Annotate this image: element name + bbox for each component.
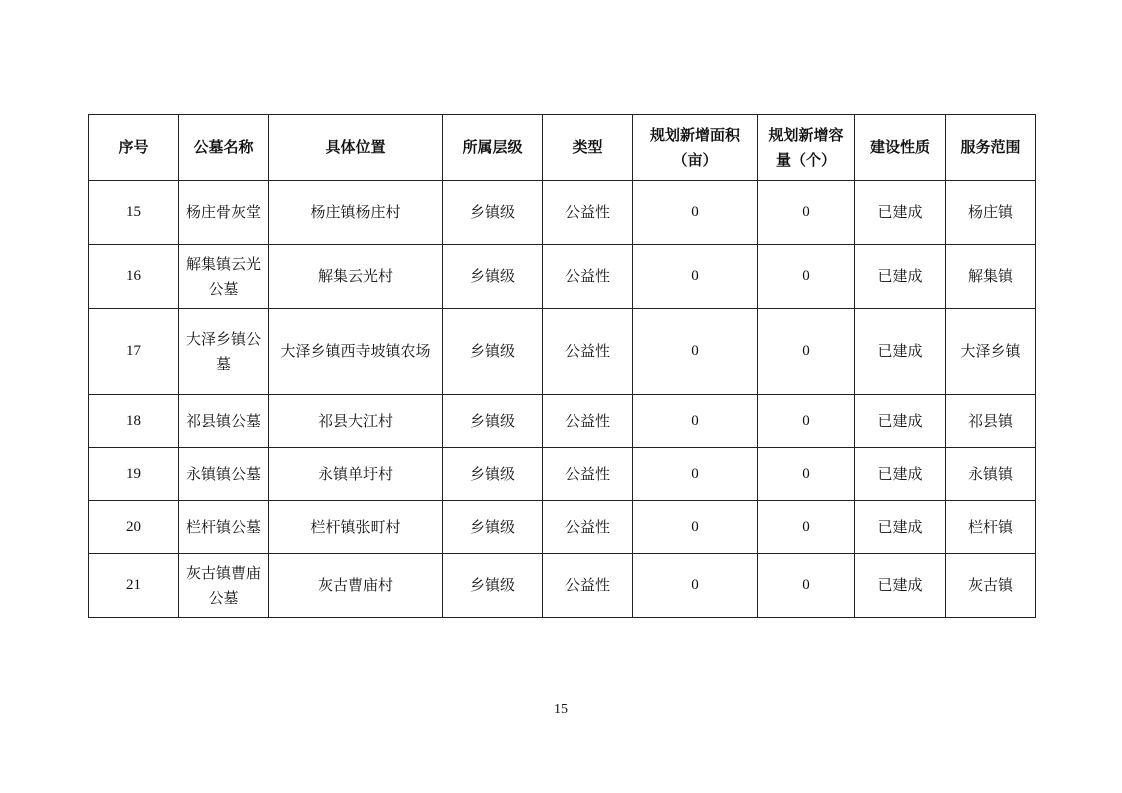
cell-index: 21 bbox=[89, 554, 179, 618]
header-cell-new-capacity: 规划新增容量（个） bbox=[758, 115, 855, 181]
cell-new-capacity: 0 bbox=[758, 245, 855, 309]
cell-level: 乡镇级 bbox=[443, 448, 543, 501]
header-cell-service-area: 服务范围 bbox=[946, 115, 1036, 181]
cell-new-capacity: 0 bbox=[758, 554, 855, 618]
table-row bbox=[89, 245, 1036, 309]
cell-level: 乡镇级 bbox=[443, 501, 543, 554]
cell-service-area: 永镇镇 bbox=[946, 448, 1036, 501]
cell-service-area: 栏杆镇 bbox=[946, 501, 1036, 554]
cell-location: 解集云光村 bbox=[269, 245, 443, 309]
cell-new-capacity: 0 bbox=[758, 395, 855, 448]
table-row bbox=[89, 501, 1036, 554]
cell-construction: 已建成 bbox=[855, 309, 946, 395]
cell-type: 公益性 bbox=[543, 309, 633, 395]
page-number: 15 bbox=[554, 702, 568, 717]
cell-new-capacity: 0 bbox=[758, 181, 855, 245]
cell-type: 公益性 bbox=[543, 395, 633, 448]
cell-service-area: 灰古镇 bbox=[946, 554, 1036, 618]
cell-new-area: 0 bbox=[633, 448, 758, 501]
cell-index: 18 bbox=[89, 395, 179, 448]
cell-index: 17 bbox=[89, 309, 179, 395]
cell-name: 祁县镇公墓 bbox=[179, 395, 269, 448]
cell-name: 杨庄骨灰堂 bbox=[179, 181, 269, 245]
cell-construction: 已建成 bbox=[855, 245, 946, 309]
table-row bbox=[89, 448, 1036, 501]
cell-location: 大泽乡镇西寺坡镇农场 bbox=[269, 309, 443, 395]
cell-construction: 已建成 bbox=[855, 181, 946, 245]
cell-index: 15 bbox=[89, 181, 179, 245]
cell-location: 祁县大江村 bbox=[269, 395, 443, 448]
cell-new-capacity: 0 bbox=[758, 501, 855, 554]
cell-location: 杨庄镇杨庄村 bbox=[269, 181, 443, 245]
cell-service-area: 大泽乡镇 bbox=[946, 309, 1036, 395]
cell-type: 公益性 bbox=[543, 245, 633, 309]
header-cell-index: 序号 bbox=[89, 115, 179, 181]
cell-index: 20 bbox=[89, 501, 179, 554]
cell-new-area: 0 bbox=[633, 245, 758, 309]
cell-construction: 已建成 bbox=[855, 554, 946, 618]
cell-new-area: 0 bbox=[633, 501, 758, 554]
header-cell-new-area: 规划新增面积（亩） bbox=[633, 115, 758, 181]
header-cell-level: 所属层级 bbox=[443, 115, 543, 181]
cell-new-area: 0 bbox=[633, 181, 758, 245]
cell-service-area: 祁县镇 bbox=[946, 395, 1036, 448]
cell-name: 灰古镇曹庙公墓 bbox=[179, 554, 269, 618]
table-row bbox=[89, 395, 1036, 448]
cell-name: 栏杆镇公墓 bbox=[179, 501, 269, 554]
cell-construction: 已建成 bbox=[855, 501, 946, 554]
cell-new-area: 0 bbox=[633, 554, 758, 618]
cell-name: 永镇镇公墓 bbox=[179, 448, 269, 501]
cell-index: 19 bbox=[89, 448, 179, 501]
table-row bbox=[89, 554, 1036, 618]
header-cell-name: 公墓名称 bbox=[179, 115, 269, 181]
cell-service-area: 杨庄镇 bbox=[946, 181, 1036, 245]
header-cell-construction: 建设性质 bbox=[855, 115, 946, 181]
cell-level: 乡镇级 bbox=[443, 395, 543, 448]
cell-level: 乡镇级 bbox=[443, 181, 543, 245]
cell-location: 永镇单圩村 bbox=[269, 448, 443, 501]
cell-location: 栏杆镇张町村 bbox=[269, 501, 443, 554]
header-cell-type: 类型 bbox=[543, 115, 633, 181]
cell-index: 16 bbox=[89, 245, 179, 309]
cell-type: 公益性 bbox=[543, 181, 633, 245]
cell-name: 解集镇云光公墓 bbox=[179, 245, 269, 309]
cell-type: 公益性 bbox=[543, 448, 633, 501]
cell-new-area: 0 bbox=[633, 309, 758, 395]
header-row bbox=[89, 115, 1036, 181]
cell-type: 公益性 bbox=[543, 501, 633, 554]
cell-service-area: 解集镇 bbox=[946, 245, 1036, 309]
cell-construction: 已建成 bbox=[855, 395, 946, 448]
header-cell-location: 具体位置 bbox=[269, 115, 443, 181]
cell-new-capacity: 0 bbox=[758, 448, 855, 501]
cell-level: 乡镇级 bbox=[443, 245, 543, 309]
cell-new-area: 0 bbox=[633, 395, 758, 448]
cemetery-table bbox=[88, 114, 1036, 618]
table-row bbox=[89, 309, 1036, 395]
cell-level: 乡镇级 bbox=[443, 554, 543, 618]
cell-type: 公益性 bbox=[543, 554, 633, 618]
cell-location: 灰古曹庙村 bbox=[269, 554, 443, 618]
cell-construction: 已建成 bbox=[855, 448, 946, 501]
cell-level: 乡镇级 bbox=[443, 309, 543, 395]
table-row bbox=[89, 181, 1036, 245]
cell-name: 大泽乡镇公墓 bbox=[179, 309, 269, 395]
cell-new-capacity: 0 bbox=[758, 309, 855, 395]
